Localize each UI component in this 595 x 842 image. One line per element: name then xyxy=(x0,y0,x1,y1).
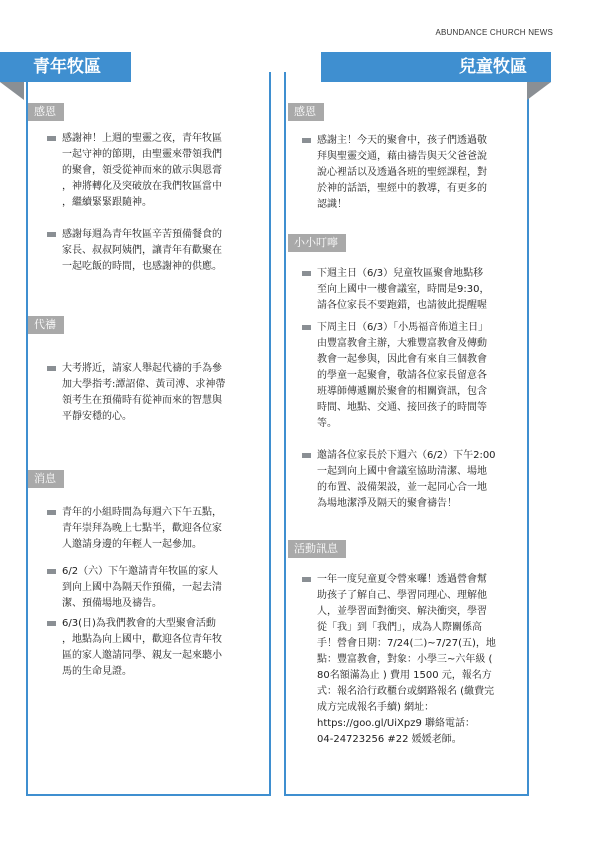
bullet-icon xyxy=(47,510,56,515)
youth-thanks-item-1: 感謝神！上週的聖靈之夜，青年牧區 一起守神的節期，由聖靈來帶領我們 的聚會，領受從神而來的啟示與恩膏 ，神將轉化及突破放在我們牧區當中 ，繼續緊緊跟隨神。 xyxy=(62,131,262,211)
youth-prayer-item-1: 大考將近，請家人舉起代禱的手為參 加大學指考:譚詔偉、黃司溥、求神帶 領考生在預備時有從神而來的智慧與 平靜安穩的心。 xyxy=(62,361,262,425)
bullet-icon xyxy=(47,232,56,237)
children-thanks-label: 感恩 xyxy=(288,103,324,121)
children-banner-fold xyxy=(527,82,551,100)
youth-title-banner: 青年牧區 xyxy=(0,52,131,82)
children-title-banner: 兒童牧區 xyxy=(321,52,551,82)
bullet-icon xyxy=(47,136,56,141)
youth-banner-fold xyxy=(0,82,24,100)
bullet-icon xyxy=(47,366,56,371)
children-events-item-1: 一年一度兒童夏令營來囉！透過營會幫 助孩子了解自己、學習同理心、理解他 人，並學習面對衝突、解決衝突，學習 從「我」到「我們」，成為人際關係高 手！營會日期：7/24(二)~7/27(五)，地 點：豐富教會，對象：小學三~六年級 ( 80名額滿為止 ) 費用 1500 元，報名方 式：報名洽行政櫃台或網路報名 (繳費完 成方完成報名手續) 網址： https://goo.gl/UiXpz9 聯絡電話： 04-24723256 #22 媛媛老師。 xyxy=(317,572,527,748)
bullet-icon xyxy=(47,569,56,574)
children-events-label: 活動訊息 xyxy=(288,540,346,558)
children-reminder-item-2: 下周主日（6/3）「小馬福音佈道主日」 由豐富教會主辦，大雅豐富教會及傳動 教會一起參與，因此會有來自三個教會 的學童一起聚會，敬請各位家長留意各 班導師傳遞關於聚會的相關資訊，包含 時間、地點、交通、接回孩子的時間等 等。 xyxy=(317,320,527,432)
youth-news-item-1: 青年的小組時間為每週六下午五點， 青年崇拜為晚上七點半，歡迎各位家 人邀請身邊的年輕人一起參加。 xyxy=(62,505,262,553)
youth-news-label: 消息 xyxy=(28,470,64,488)
bullet-icon xyxy=(302,577,311,582)
children-reminder-item-1: 下週主日（6/3）兒童牧區聚會地點移 至向上國中一樓會議室，時間是9:30， 請各位家長不要跑錯，也請彼此提醒喔 xyxy=(317,266,527,314)
children-reminder-label: 小小叮嚀 xyxy=(288,234,346,252)
bullet-icon xyxy=(302,453,311,458)
youth-prayer-label: 代禱 xyxy=(28,316,64,334)
youth-news-item-2: 6/2（六）下午邀請青年牧區的家人 到向上國中為隔天作預備，一起去清 潔、預備場地及禱告。 xyxy=(62,564,262,612)
youth-thanks-item-2: 感謝每週為青年牧區辛苦預備餐食的 家長、叔叔阿姨們，讓青年有歡聚在 一起吃飯的時間，也感謝神的供應。 xyxy=(62,227,262,275)
children-reminder-item-3: 邀請各位家長於下週六（6/2）下午2:00 一起到向上國中會議室協助清潔、場地 的布置、設備架設，並一起同心合一地 為場地潔淨及隔天的聚會禱告！ xyxy=(317,448,527,512)
bullet-icon xyxy=(302,271,311,276)
bullet-icon xyxy=(302,325,311,330)
bullet-icon xyxy=(47,621,56,626)
newsletter-header: ABUNDANCE CHURCH NEWS xyxy=(435,28,553,37)
children-thanks-item-1: 感謝主！今天的聚會中，孩子們透過敬 拜與聖靈交通，藉由禱告與天父爸爸說 說心裡話以及透過各班的聖經課程，對 於神的話語，聖經中的教導，有更多的 認識！ xyxy=(317,133,527,213)
youth-thanks-label: 感恩 xyxy=(28,103,64,121)
youth-news-item-3: 6/3(日)為我們教會的大型聚會活動 ，地點為向上國中，歡迎各位青年牧 區的家人邀請同學、親友一起來聽小 馬的生命見證。 xyxy=(62,616,262,680)
bullet-icon xyxy=(302,138,311,143)
